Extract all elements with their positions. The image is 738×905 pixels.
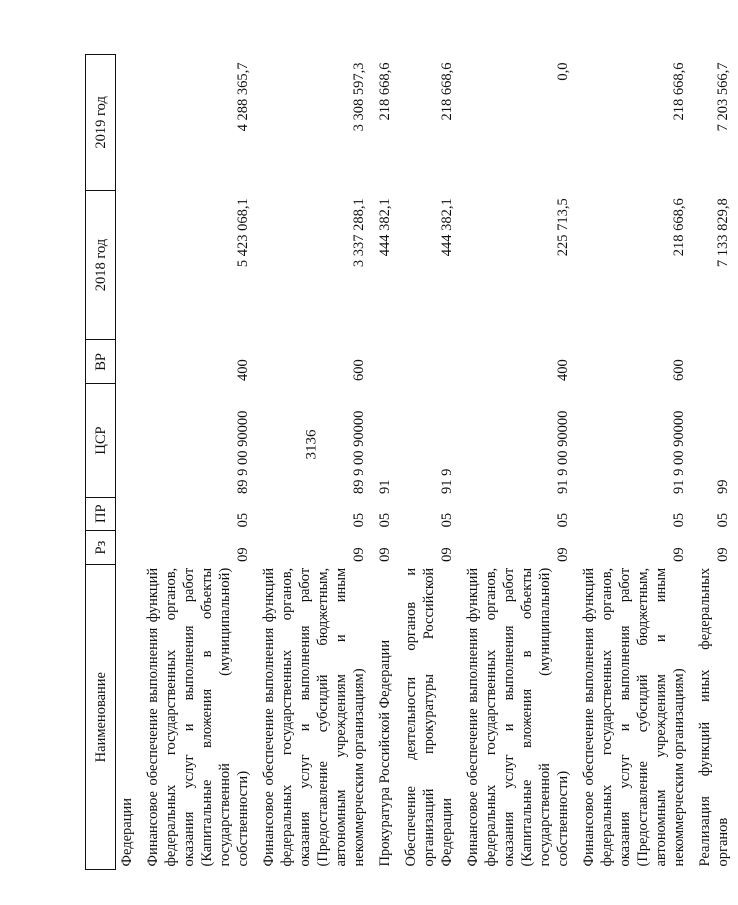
row-csr: 91 9 00 90000 <box>671 410 687 495</box>
row-2018 <box>116 190 143 340</box>
row-2019: 4 288 365,7 <box>235 62 251 132</box>
row-name: Финансовое обеспечение выполнения функций федеральных государственных органов, оказания услуг и выполнения работ (Капитальные вложения в объекты государственной (муниципальной) собственности) <box>145 567 251 867</box>
table-row <box>462 55 578 870</box>
row-csr <box>116 384 143 497</box>
row-2019: 7 203 566,7 <box>715 62 731 132</box>
row-2019: 0,0 <box>555 62 571 81</box>
row-vr: 600 <box>351 359 367 381</box>
row-vr: 600 <box>671 359 687 381</box>
row-2018: 225 713,5 <box>555 198 571 257</box>
row-name: Обеспечение деятельности органов и организаций прокуратуры Российской Федерации <box>403 567 455 867</box>
table-row <box>116 55 143 870</box>
header-name: Наименование <box>86 565 116 870</box>
row-rz: 09 <box>351 547 367 562</box>
header-pr: ПР <box>86 497 116 530</box>
table-row <box>578 55 694 870</box>
row-rz <box>116 530 143 564</box>
row-name: Реализация функций иных федеральных органов <box>697 567 731 867</box>
row-pr: 05 <box>377 512 393 528</box>
row-vr: 400 <box>235 359 251 381</box>
budget-table-container <box>85 54 731 870</box>
row-vr <box>116 340 143 384</box>
table-header-row <box>86 55 116 870</box>
row-2019: 218 668,6 <box>377 62 393 121</box>
row-vr <box>374 340 400 384</box>
header-vr: ВР <box>86 340 116 384</box>
row-rz: 09 <box>715 547 731 562</box>
row-2018: 218 668,6 <box>671 198 687 257</box>
table-row <box>400 55 462 870</box>
row-pr: 05 <box>439 512 455 528</box>
row-name: Прокуратура Российской Федерации <box>377 639 393 867</box>
row-rz: 09 <box>671 547 687 562</box>
row-pr: 05 <box>715 512 731 528</box>
row-2019 <box>116 55 143 191</box>
row-csr: 91 9 00 90000 <box>555 410 571 495</box>
row-pr: 05 <box>671 512 687 528</box>
row-vr: 400 <box>555 359 571 381</box>
row-2019: 218 668,6 <box>439 62 455 121</box>
budget-table <box>85 54 738 870</box>
row-2019: 3 308 597,3 <box>351 62 367 132</box>
row-pr: 05 <box>351 512 367 528</box>
header-csr: ЦСР <box>86 384 116 497</box>
row-rz: 09 <box>439 547 455 562</box>
row-vr <box>400 340 462 384</box>
row-pr: 05 <box>555 512 571 528</box>
row-csr: 91 9 <box>439 468 455 495</box>
row-2018: 3 337 288,1 <box>351 198 367 268</box>
row-csr: 91 <box>377 479 393 495</box>
row-rz: 09 <box>555 547 571 562</box>
table-row <box>258 55 374 870</box>
table-row <box>694 55 738 870</box>
row-rz: 09 <box>377 547 393 562</box>
row-csr: 89 9 00 90000 <box>351 410 367 495</box>
row-pr <box>116 497 143 530</box>
row-2019: 218 668,6 <box>671 62 687 121</box>
row-2018: 5 423 068,1 <box>235 198 251 268</box>
row-name: Финансовое обеспечение выполнения функций федеральных государственных органов, оказания услуг и выполнения работ (Предоставление субсидий бюджетным, автономным учреждениям и иным некоммерческим организациям) <box>261 567 367 867</box>
row-2018: 444 382,1 <box>439 198 455 257</box>
row-2018: 7 133 829,8 <box>715 198 731 268</box>
row-2018: 444 382,1 <box>377 198 393 257</box>
row-csr: 99 <box>715 479 731 495</box>
row-pr: 05 <box>235 512 251 528</box>
table-row <box>374 55 400 870</box>
table-row <box>142 55 258 870</box>
row-name: Финансовое обеспечение выполнения функций федеральных государственных органов, оказания услуг и выполнения работ (Капитальные вложения в объекты государственной (муниципальной) собственности) <box>465 567 571 867</box>
row-name: Федерации <box>119 798 135 867</box>
row-csr: 89 9 00 90000 <box>235 410 251 495</box>
row-vr <box>694 340 738 384</box>
header-rz: Рз <box>86 530 116 564</box>
row-name: Финансовое обеспечение выполнения функций федеральных государственных органов, оказания услуг и выполнения работ (Предоставление субсидий бюджетным, автономным учреждениям и иным некоммерческим организациям) <box>581 567 687 867</box>
header-2019: 2019 год <box>86 55 116 191</box>
header-2018: 2018 год <box>86 190 116 340</box>
row-rz: 09 <box>235 547 251 562</box>
page-number: 3136 <box>303 429 320 460</box>
